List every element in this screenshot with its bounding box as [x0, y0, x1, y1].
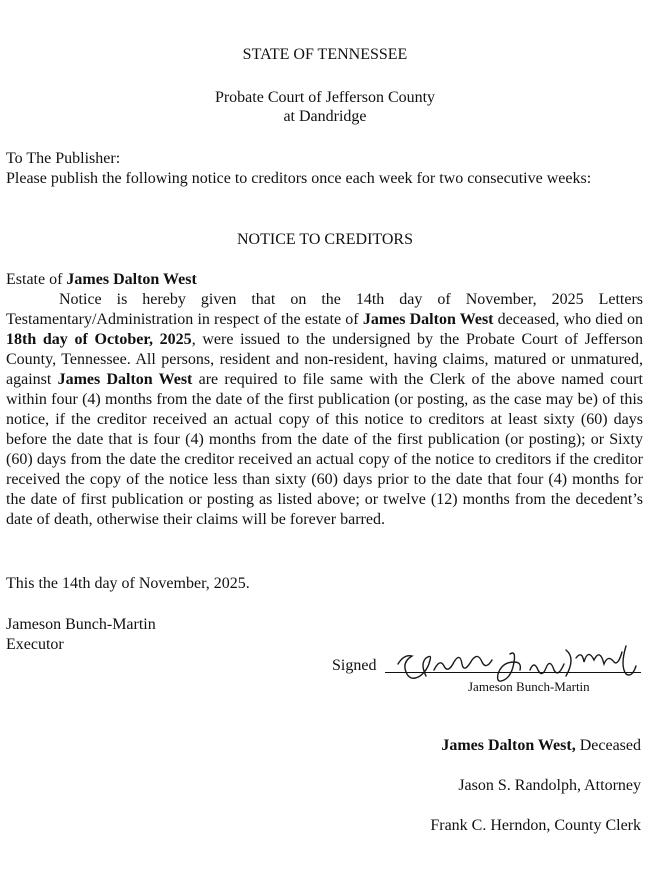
estate-prefix: Estate of [6, 271, 63, 288]
deceased-name-2: James Dalton West [57, 371, 193, 388]
executor-role: Executor [6, 636, 64, 653]
deceased-name-1: James Dalton West [362, 311, 494, 328]
publisher-salutation: To The Publisher: [6, 150, 121, 167]
estate-line [6, 270, 643, 290]
publisher-request: Please publish the following notice to creditors once each week for two consecutive weeks: [6, 170, 592, 187]
signature-line [385, 672, 641, 673]
notice-text-3: , were issued to the undersigned by the Probate Court of Jefferson County, Tennessee. All persons, resident and non-resident, having claims, matured or unmatured, against [6, 331, 643, 388]
notice-text-2: deceased, who died on [493, 311, 644, 328]
notice-title: NOTICE TO CREDITORS [236, 231, 413, 248]
date-of-death: 18th day of October, 2025 [6, 331, 192, 348]
notice-text-4: are required to file same with the Clerk of the above named court within four (4) months from the date of the first publication (or posting, as the case may be) of this notice, if the creditor received an actual copy of this notice to creditors at least sixty (60) days before the date that is four (4) months from the date of the first publication (or posting); or Sixty (60) days from the date the creditor received an actual copy of the notice to creditors if the creditor received the copy of the notice less than sixty (60) days prior to the date that four (4) months for the date of first publication or posting as listed above; or twelve (12) months from the decedent’s date of death, otherwise their claims will be forever barred. [6, 371, 643, 528]
attorney-line: Jason S. Randolph, Attorney [458, 777, 641, 794]
notice-text-1: Notice is hereby given that on the 14th day of November, 2025 Letters Testamentary/Administration in respect of the estate of [6, 291, 643, 328]
court-location: at Dandridge [283, 108, 367, 125]
footer-deceased-name: James Dalton West, [441, 737, 576, 754]
executor-name: Jameson Bunch-Martin [6, 616, 156, 633]
signature-printed-name: Jameson Bunch-Martin [468, 679, 590, 694]
notice-body [6, 290, 643, 530]
footer-deceased-label: Deceased [575, 737, 641, 754]
signed-label: Signed [332, 657, 377, 674]
estate-name: James Dalton West [66, 271, 197, 288]
county-clerk-line: Frank C. Herndon, County Clerk [430, 817, 641, 834]
deceased-footer [441, 736, 641, 756]
date-line: This the 14th day of November, 2025. [6, 575, 250, 592]
court-name: Probate Court of Jefferson County [214, 89, 436, 106]
state-heading: STATE OF TENNESSEE [242, 46, 408, 63]
